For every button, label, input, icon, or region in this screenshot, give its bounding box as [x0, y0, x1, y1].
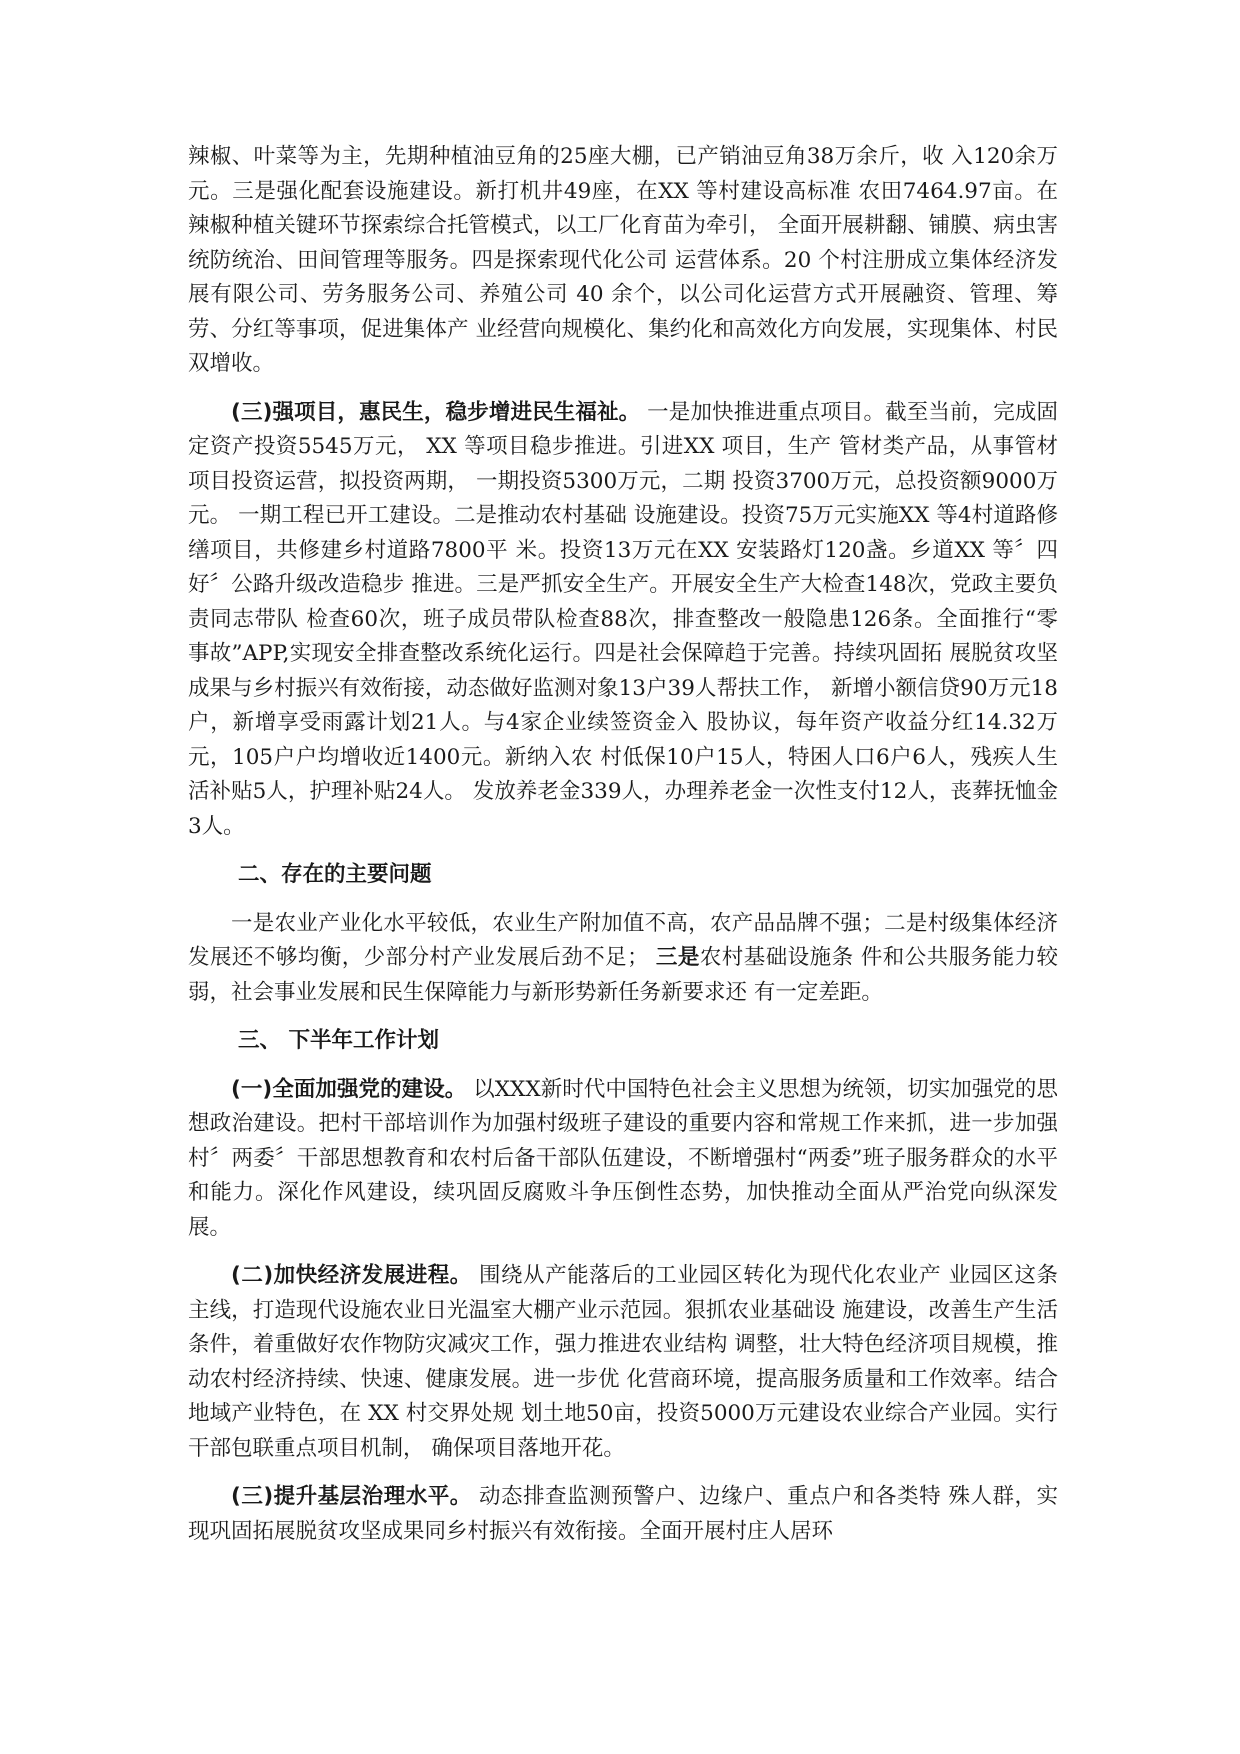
paragraph-party-building: [188, 1073, 1058, 1246]
paragraph-lead-title: (一)全面加强党的建设。: [231, 1076, 467, 1102]
paragraph-lead-title: (三)提升基层治理水平。: [231, 1484, 472, 1509]
paragraph-lead-title: (二)加快经济发展进程。: [231, 1263, 472, 1288]
paragraph-governance: [188, 1480, 1058, 1549]
document-page: [188, 140, 1058, 1563]
paragraph-text: 以XXX新时代中国特色社会主义思想为统领，切实加强党的思想政治建设。把村干部培训作为加强村级班子建设的重要内容和常规工作来抓，进一步加强村〞两委〞干部思想教育和农村后备干部队伍建设，不断增强村“两委”班子服务群众的水平和能力。深化作风建设，续巩固反腐败斗争压倒性态势，加快推动全面从严治党向纵深发展。: [188, 1076, 1058, 1240]
paragraph-text: 农村基础设施条 件和公共服务能力较弱，社会事业发展和民生保障能力与新形势新任务新要求还 有一定差距。: [188, 945, 1058, 1005]
paragraph-text: 动态排查监测预警户、边缘户、重点户和各类特 殊人群，实现巩固拓展脱贫攻坚成果同乡村振兴有效衔接。全面开展村庄人居环: [188, 1484, 1059, 1544]
paragraph-economic-development: [188, 1259, 1058, 1466]
paragraph-problems: [188, 907, 1058, 1011]
paragraph-agriculture-continuation: [188, 140, 1058, 382]
section-heading-plan: 三、 下半年工作计划: [238, 1028, 439, 1053]
paragraph-projects-livelihood: [188, 396, 1058, 845]
paragraph-text: 一是农业产业化水平较低，农业生产附加值不高，农产品品牌不强；二是村级集体经济发展还不够均衡，少部分村产业发展后劲不足；: [188, 910, 1058, 970]
paragraph-text: 围绕从产能落后的工业园区转化为现代化农业产 业园区这条主线，打造现代设施农业日光温室大棚产业示范园。狠抓农业基础设 施建设，改善生产生活条件，着重做好农作物防灾减灾工作，强力推进农业结构 调整，壮大特色经济项目规模，推动农村经济持续、快速、健康发展。进一步优 化营商环境，提高服务质量和工作效率。结合地域产业特色，在 XX 村交界处规 划土地50亩，投资5000万元建设农业综合产业园。实行干部包联重点项目机制， 确保项目落地开花。: [188, 1263, 1059, 1461]
paragraph-text: 辣椒、叶菜等为主，先期种植油豆角的25座大棚，已产销油豆角38万余斤，收 入120余万元。三是强化配套设施建设。新打机井49座，在XX 等村建设高标准 农田7464.97亩。在辣椒种植关键环节探索综合托管模式，以工厂化育苗为牵引， 全面开展耕翻、铺膜、病虫害统防统治、田间管理等服务。四是探索现代化公司 运营体系。20 个村注册成立集体经济发展有限公司、劳务服务公司、养殖公司 40 余个，以公司化运营方式开展融资、管理、筹劳、分红等事项，促进集体产 业经营向规模化、集约化和高效化方向发展，实现集体、村民双增收。: [188, 144, 1058, 376]
paragraph-lead-title: (三)强项目，惠民生，稳步增进民生福祉。: [231, 399, 641, 425]
paragraph-text: 一是加快推进重点项目。截至当前，完成固定资产投资5545万元， XX 等项目稳步推进。引进XX 项目，生产 管材类产品，从事管材项目投资运营，拟投资两期， 一期投资5300万元，二期 投资3700万元，总投资额9000万元。 一期工程已开工建设。二是推动农村基础 设施建设。投资75万元实施XX 等4村道路修缮项目，共修建乡村道路7800平 米。投资13万元在XX 安装路灯120盏。乡道XX 等〞四好〞公路升级改造稳步 推进。三是严抓安全生产。开展安全生产大检查148次，党政主要负责同志带队 检查60次，班子成员带队检查88次，排查整改一般隐患126条。全面推行“零 事故”APP,实现安全排查整改系统化运行。四是社会保障趋于完善。持续巩固拓 展脱贫攻坚成果与乡村振兴有效衔接，动态做好监测对象13户39人帮扶工作， 新增小额信贷90万元18户，新增享受雨露计划21人。与4家企业续签资金入 股协议，每年资产收益分红14.32万元，105户户均增收近1400元。新纳入农 村低保10户15人，特困人口6户6人，残疾人生活补贴5人，护理补贴24人。 发放养老金339人，办理养老金一次性支付12人，丧葬抚恤金3人。: [188, 399, 1058, 839]
paragraph-bold-phrase: 三是: [655, 945, 700, 970]
section-heading-problems: 二、存在的主要问题: [238, 862, 432, 887]
